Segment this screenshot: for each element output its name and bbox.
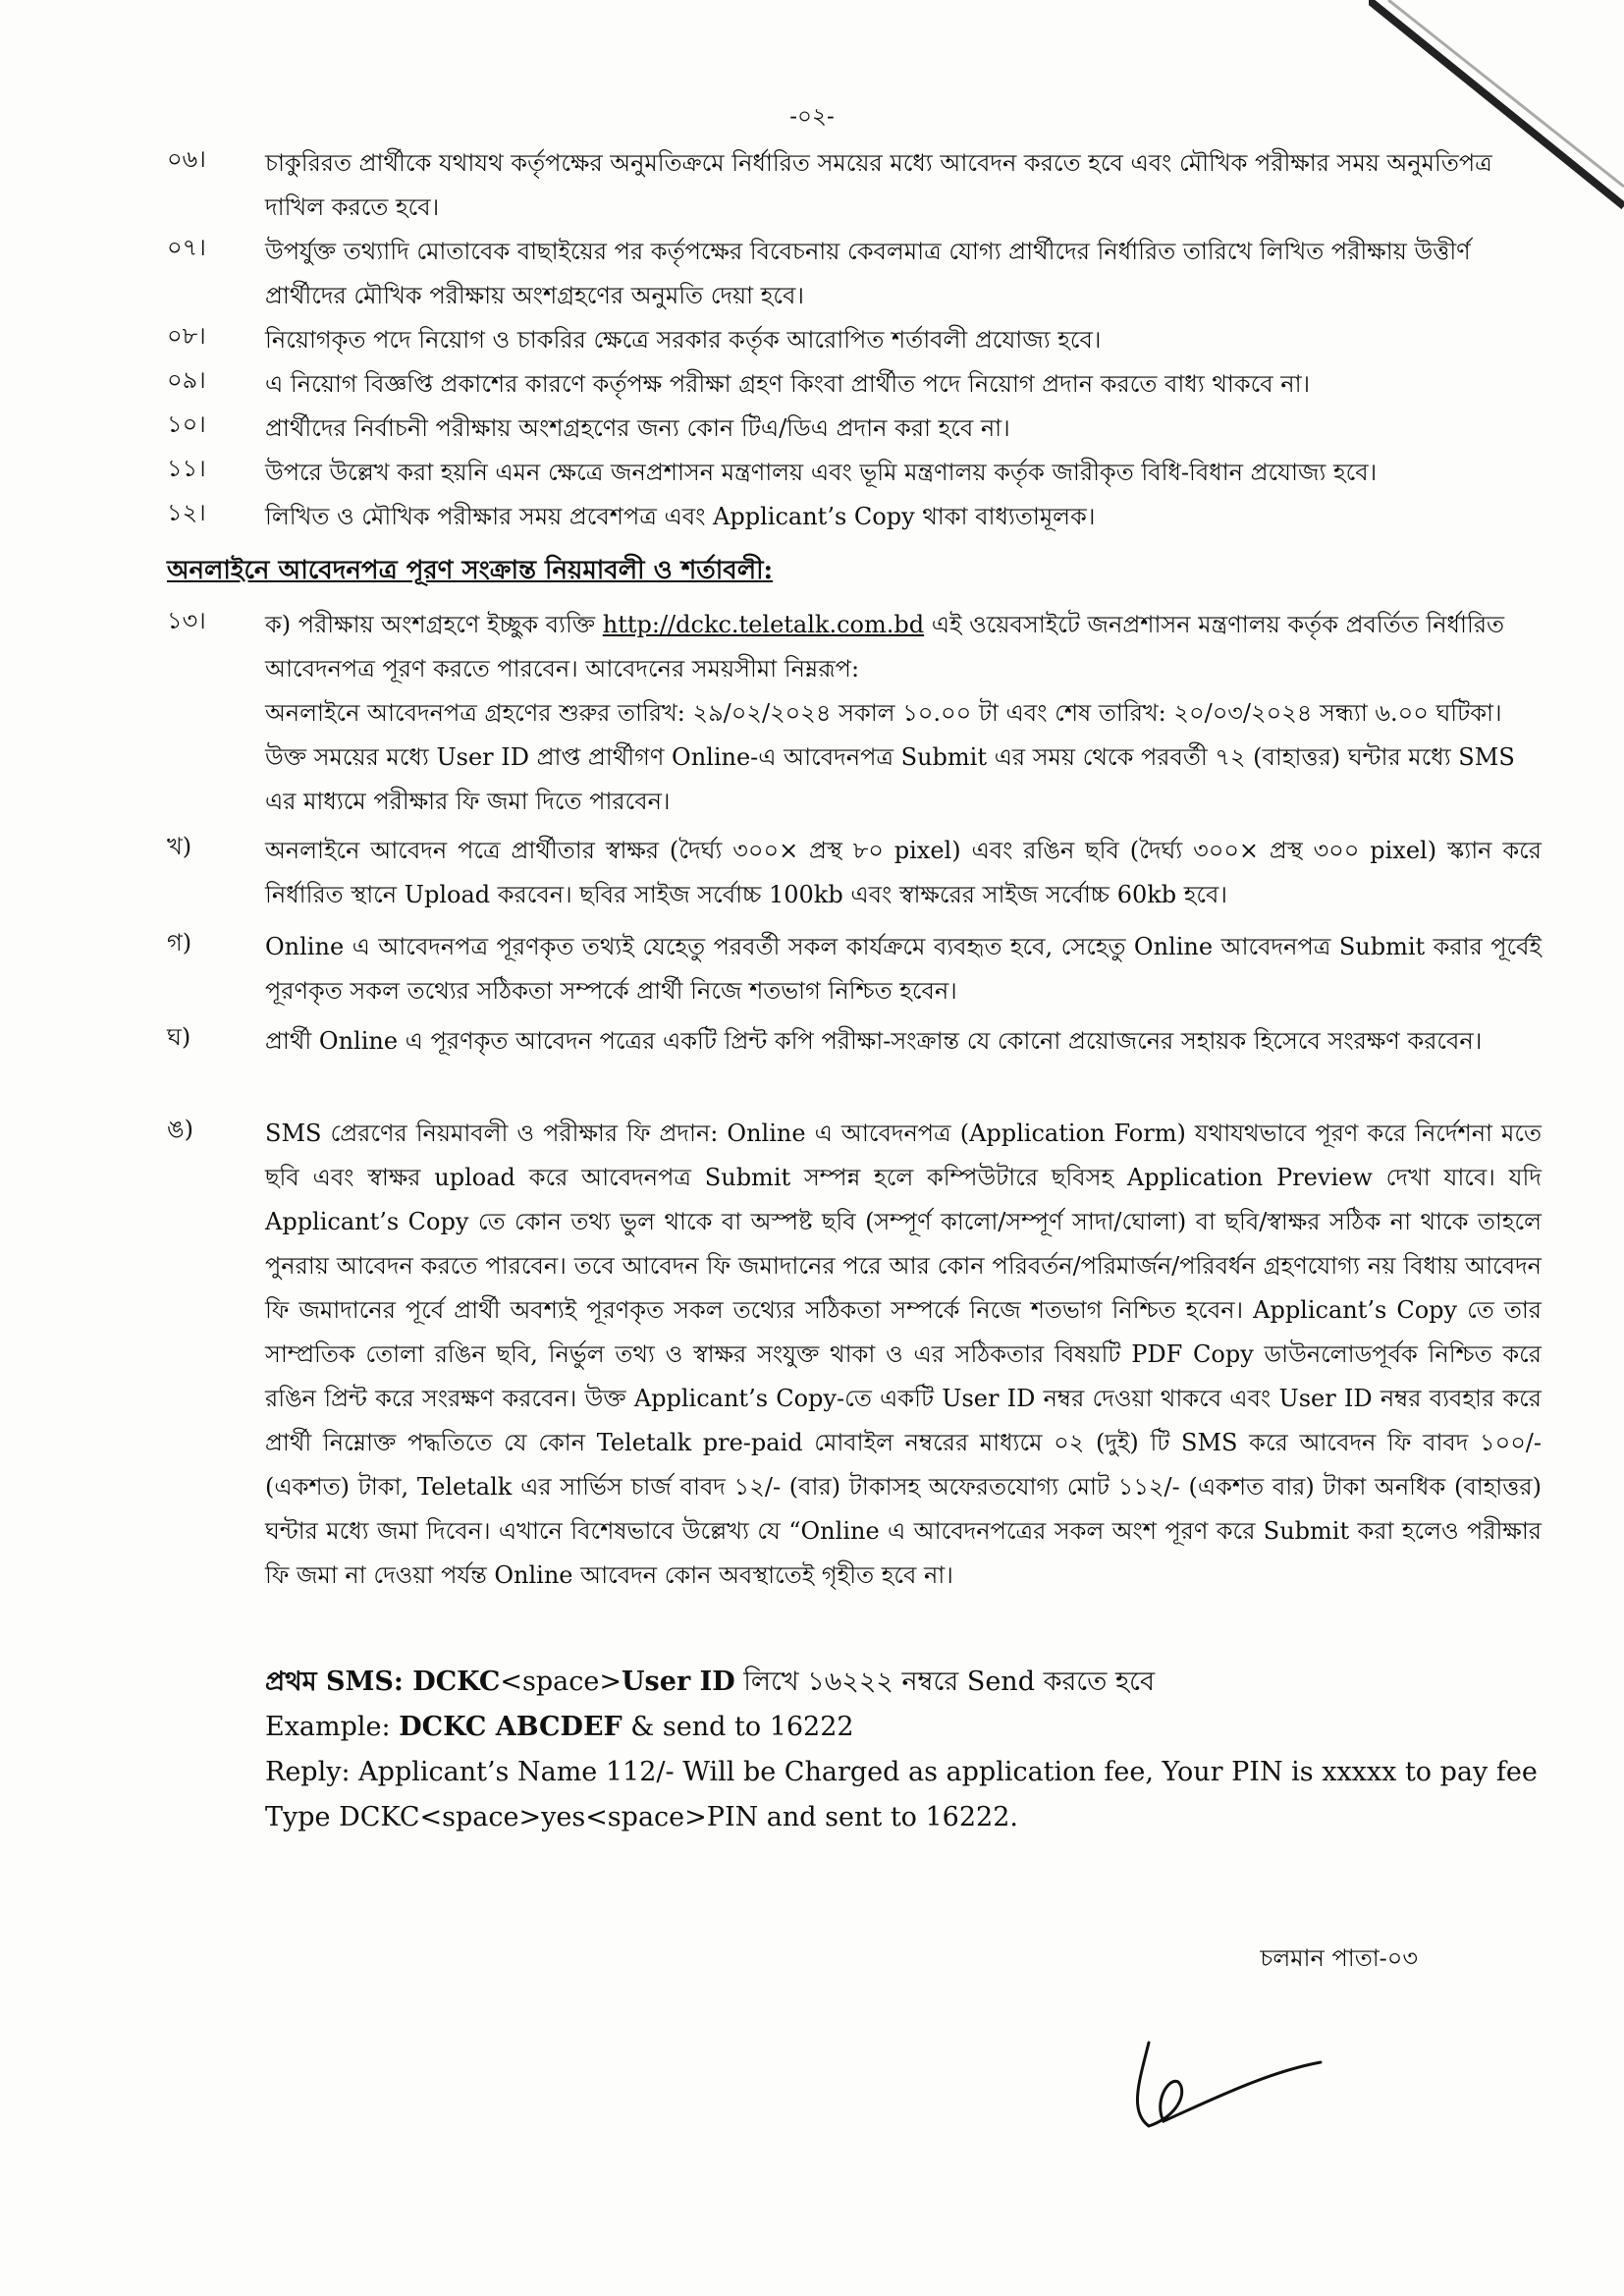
page-number: -০২- bbox=[789, 104, 835, 130]
list-item-06 bbox=[167, 141, 1542, 230]
item13-suffix: এই ওয়েবসাইটে জনপ্রশাসন মন্ত্রণালয় কর্তৃক প্রবর্তিত নির্ধারিত আবেদনপত্র পূরণ করতে পারবেন। আবেদনের সময়সীমা নিম্নরূপ: bbox=[265, 611, 1505, 683]
example-label: Example: bbox=[265, 1712, 391, 1742]
first-sms-label: প্রথম SMS: DCKC bbox=[265, 1667, 501, 1697]
userid-note: উক্ত সময়ের মধ্যে User ID প্রাপ্ত প্রার্থীগণ Online-এ আবেদনপত্র Submit এর সময় থেকে পরবর্তী ৭২ (বাহাত্তর) ঘন্টার মধ্যে SMS এর মাধ্যমে পরীক্ষার ফি জমা দিতে পারবেন। bbox=[265, 743, 1515, 815]
sub-item-kha bbox=[167, 829, 1542, 917]
type-line: Type DCKC<space>yes<space>PIN and sent to 16222. bbox=[265, 1802, 1018, 1832]
example-rest: & send to 16222 bbox=[630, 1712, 854, 1742]
sub-item-number: গ) bbox=[167, 929, 192, 957]
item-number: ১০। bbox=[167, 410, 206, 438]
item-number: ০৭। bbox=[167, 234, 206, 261]
item-text: উপর্যুক্ত তথ্যাদি মোতাবেক বাছাইয়ের পর কর্তৃপক্ষের বিবেচনায় কেবলমাত্র যোগ্য প্রার্থীদের নির্ধারিত তারিখে লিখিত পরীক্ষায় উত্তীর্ণ প্রার্থীদের মৌখিক পরীক্ষায় অংশগ্রহণের অনুমতি দেয়া হবে। bbox=[265, 238, 1471, 309]
item-number: ০৮। bbox=[167, 322, 206, 350]
item-text: এ নিয়োগ বিজ্ঞপ্তি প্রকাশের কারণে কর্তৃপক্ষ পরীক্ষা গ্রহণ কিংবা প্রার্থীত পদে নিয়োগ প্রদান করতে বাধ্য থাকবে না। bbox=[265, 370, 1311, 398]
website-link[interactable]: http://dckc.teletalk.com.bd bbox=[602, 611, 925, 638]
first-sms-line bbox=[265, 1660, 1542, 1705]
example-code: DCKC ABCDEF bbox=[399, 1712, 623, 1742]
item-number: ১১। bbox=[167, 455, 206, 482]
item-text: চাকুরিরত প্রার্থীকে যথাযথ কর্তৃপক্ষের অনুমতিক্রমে নির্ধারিত সময়ের মধ্যে আবেদন করতে হবে এবং মৌখিক পরীক্ষার সময় অনুমতিপত্র দাখিল করতে হবে। bbox=[265, 149, 1492, 221]
sub-item-umo bbox=[167, 1112, 1542, 1598]
application-dates: অনলাইনে আবেদনপত্র গ্রহণের শুরুর তারিখ: ২৯/০২/২০২৪ সকাল ১০.০০ টা এবং শেষ তারিখ: ২০/০৩/২০২৪ সন্ধ্যা ৬.০০ ঘটিকা। bbox=[265, 699, 1502, 727]
item-text: প্রার্থীদের নির্বাচনী পরীক্ষায় অংশগ্রহণের জন্য কোন টিএ/ডিএ প্রদান করা হবে না। bbox=[265, 414, 1010, 442]
sub-item-number: ঘ) bbox=[167, 1023, 191, 1051]
list-item-12 bbox=[167, 495, 1542, 539]
section-heading: অনলাইনে আবেদনপত্র পূরণ সংক্রান্ত নিয়মাবলী ও শর্তাবলী: bbox=[167, 556, 774, 585]
list-item-10 bbox=[167, 407, 1542, 451]
sub-item-text: Online এ আবেদনপত্র পূরণকৃত তথ্যই যেহেতু পরবর্তী সকল কার্যক্রমে ব্যবহৃত হবে, সেহেতু Online আবেদনপত্র Submit করার পূর্বেই পূরণকৃত সকল তথ্যের সঠিকতা সম্পর্কে প্রার্থী নিজে শতভাগ নিশ্চিত হবেন। bbox=[265, 933, 1542, 1005]
sub-item-text: SMS প্রেরণের নিয়মাবলী ও পরীক্ষার ফি প্রদান: Online এ আবেদনপত্র (Application Form) যথাযথভাবে পূরণ করে নির্দেশনা মতে ছবি এবং স্বাক্ষর upload করে আবেদনপত্র Submit সম্পন্ন হলে কম্পিউটারে ছবিসহ Application Preview দেখা যাবে। যদি Applicant’s Copy তে কোন তথ্য ভুল থাকে বা অস্পষ্ট ছবি (সম্পূর্ণ কালো/সম্পূর্ণ সাদা/ঘোলা) বা ছবি/স্বাক্ষর সঠিক না থাকে তাহলে পুনরায় আবেদন করতে পারবেন। তবে আবেদন ফি জমাদানের পরে আর কোন পরিবর্তন/পরিমার্জন/পরিবর্ধন গ্রহণযোগ্য নয় বিধায় আবেদন ফি জমাদানের পূর্বে প্রার্থী অবশ্যই পূরণকৃত সকল তথ্যের সঠিকতা সম্পর্কে নিজে শতভাগ নিশ্চিত হবেন। Applicant’s Copy তে তার সাম্প্রতিক তোলা রঙিন ছবি, নির্ভুল তথ্য ও স্বাক্ষর সংযুক্ত থাকা ও এর সঠিকতার বিষয়টি PDF Copy ডাউনলোডপূর্বক নিশ্চিত করে রঙিন প্রিন্ট করে সংরক্ষণ করবেন। উক্ত Applicant’s Copy-তে একটি User ID নম্বর দেওয়া থাকবে এবং User ID নম্বর ব্যবহার করে প্রার্থী নিম্নোক্ত পদ্ধতিতে যে কোন Teletalk pre-paid মোবাইল নম্বরের মাধ্যমে ০২ (দুই) টি SMS করে আবেদন ফি বাবদ ১০০/- (একশত) টাকা, Teletalk এর সার্ভিস চার্জ বাবদ ১২/- (বার) টাকাসহ অফেরতযোগ্য মোট ১১২/- (একশত বার) টাকা অনধিক (বাহাত্তর) ঘন্টার মধ্যে জমা দিবেন। এখানে বিশেষভাবে উল্লেখ্য যে “Online এ আবেদনপত্রের সকল অংশ পূরণ করে Submit করা হলেও পরীক্ষার ফি জমা না দেওয়া পর্যন্ত Online আবেদন কোন অবস্থাতেই গৃহীত হবে না। bbox=[265, 1120, 1542, 1589]
item-number: ০৯। bbox=[167, 366, 206, 394]
sub-item-number: খ) bbox=[167, 833, 192, 860]
continued-page-note: চলমান পাতা-০৩ bbox=[1260, 1944, 1418, 1972]
list-item-08 bbox=[167, 318, 1542, 362]
sms-instructions bbox=[265, 1660, 1542, 1840]
example-line bbox=[265, 1705, 1542, 1750]
list-item-07 bbox=[167, 230, 1542, 318]
item-number: ১২। bbox=[167, 499, 206, 526]
list-item-13 bbox=[167, 603, 1542, 824]
item-text bbox=[265, 603, 1542, 824]
sub-item-text: প্রার্থী Online এ পূরণকৃত আবেদন পত্রের একটি প্রিন্ট কপি পরীক্ষা-সংক্রান্ত যে কোনো প্রয়োজনের সহায়ক হিসেবে সংরক্ষণ করবেন। bbox=[265, 1027, 1483, 1055]
userid-token: User ID bbox=[622, 1667, 735, 1697]
list-item-11 bbox=[167, 451, 1542, 495]
item-number: ০৬। bbox=[167, 145, 206, 173]
sub-item-text: অনলাইনে আবেদন পত্রে প্রার্থীতার স্বাক্ষর (দৈর্ঘ্য ৩০০× প্রস্থ ৮০ pixel) এবং রঙিন ছবি (দৈর্ঘ্য ৩০০× প্রস্থ ৩০০ pixel) স্ক্যান করে নির্ধারিত স্থানে Upload করবেন। ছবির সাইজ সর্বোচ্চ 100kb এবং স্বাক্ষরের সাইজ সর্বোচ্চ 60kb হবে। bbox=[265, 837, 1542, 908]
sub-item-number: ঙ) bbox=[167, 1116, 193, 1143]
signature-mark bbox=[1119, 2023, 1335, 2141]
item-text: লিখিত ও মৌখিক পরীক্ষার সময় প্রবেশপত্র এবং Applicant’s Copy থাকা বাধ্যতামূলক। bbox=[265, 503, 1096, 530]
sub-item-gha bbox=[167, 1019, 1542, 1064]
reply-line: Reply: Applicant’s Name 112/- Will be Charged as application fee, Your PIN is xxxxx to pay fee bbox=[265, 1757, 1538, 1787]
item13-prefix: ক) পরীক্ষায় অংশগ্রহণে ইচ্ছুক ব্যক্তি bbox=[265, 611, 596, 638]
item-number: ১৩। bbox=[167, 607, 206, 634]
item-text: নিয়োগকৃত পদে নিয়োগ ও চাকরির ক্ষেত্রে সরকার কর্তৃক আরোপিত শর্তাবলী প্রযোজ্য হবে। bbox=[265, 326, 1102, 354]
first-sms-rest: লিখে ১৬২২২ নম্বরে Send করতে হবে bbox=[743, 1667, 1156, 1697]
space-token: <space> bbox=[500, 1667, 623, 1697]
item-text: উপরে উল্লেখ করা হয়নি এমন ক্ষেত্রে জনপ্রশাসন মন্ত্রণালয় এবং ভূমি মন্ত্রণালয় কর্তৃক জারীকৃত বিধি-বিধান প্রযোজ্য হবে। bbox=[265, 459, 1378, 486]
list-item-09 bbox=[167, 362, 1542, 407]
sub-item-ga bbox=[167, 925, 1542, 1013]
